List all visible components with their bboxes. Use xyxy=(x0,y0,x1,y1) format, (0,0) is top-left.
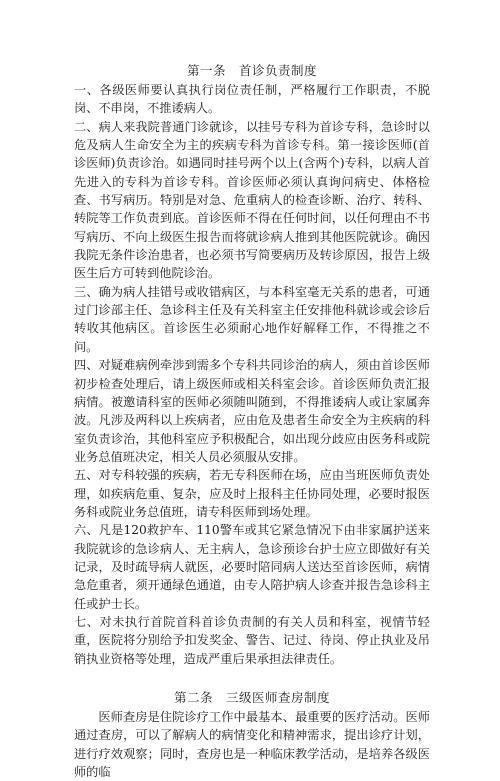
document-body xyxy=(74,62,430,781)
section-spacer xyxy=(74,668,430,689)
article-clause-2: 二、病人来我院普通门诊就诊，以挂号专科为首诊专科，急诊时以危及病人生命安全为主的疾病专科为首诊专科。第一接诊医师(首诊医师)负责诊治。如遇同时挂号两个以上(含两个)专科，以病人首先进入的专科为首诊专科。首诊医师必须认真询问病史、体格检查、书写病历。特别是对急、危重病人的检查诊断、治疗、转科、转院等工作负责到底。首诊医师不得在任何时间，以任何理由不书写病历、不向上级医生报告而将就诊病人推到其他医院就诊。确因我院无条件诊治患者，也必须书写简要病历及转诊原因，报告上级医生后方可转到他院诊治。 xyxy=(74,119,430,281)
article-clause-5: 五、对专科较强的疾病，若无专科医师在场，应由当班医师负责处理，如疾病危重、复杂，应及时上报科主任协同处理，必要时报医务科或院业务总值班，请专科医师到场处理。 xyxy=(74,468,430,519)
section-title-ward-rounds: 第二条 三级医师查房制度 xyxy=(173,690,330,705)
article-clause-3: 三、确为病人挂错号或收错病区，与本科室毫无关系的患者，可通过门诊部主任、急诊科主任及有关科室主任安排他科就诊或会诊后转收其他病区。首诊医生必须耐心地作好解释工作，不得推之不问。 xyxy=(74,284,430,354)
article-clause-1: 一、各级医师要认真执行岗位责任制，严格履行工作职责，不脱岗、不串岗，不推诿病人。 xyxy=(74,83,430,116)
ward-rounds-intro: 医师查房是住院诊疗工作中最基本、最重要的医疗活动。医师通过查房，可以了解病人的病情变化和精神需求，提出诊疗计划，进行疗效观察；同时，查房也是一种临床教学活动，是培养各级医师的临 xyxy=(74,710,430,780)
article-clause-7: 七、对未执行首院首科首诊负责制的有关人员和科室，视情节轻重，医院将分别给予扣发奖金、警告、记过、待岗、停止执业及吊销执业资格等处理，造成严重后果承担法律责任。 xyxy=(74,614,430,666)
article-clause-6: 六、凡是120救护车、110警车或其它紧急情况下由非家属护送来我院就诊的急诊病人、无主病人，急诊预诊台护士应立即做好有关记录，及时疏导病人就医，必要时陪同病人送达至首诊医师，病情急危重者，须开通绿色通道，由专人陪护病人诊查并报告急诊科主任或护士长。 xyxy=(74,523,430,611)
section-title-first-visit: 第一条 首诊负责制度 xyxy=(186,63,317,78)
article-clause-4: 四、对疑难病例牵涉到需多个专科共同诊治的病人，须由首诊医师初步检查处理后，请上级医师或相关科室会诊。首诊医师负责汇报病情。被邀请科室的医师必须随叫随到，不得推诿病人或让家属奔波。凡涉及两科以上疾病者，应由危及患者生命安全为主疾病的科室负责诊治，其他科室应予积极配合，如出现分歧应由医务科或院业务总值班决定，相关人员必须服从安排。 xyxy=(74,358,430,464)
